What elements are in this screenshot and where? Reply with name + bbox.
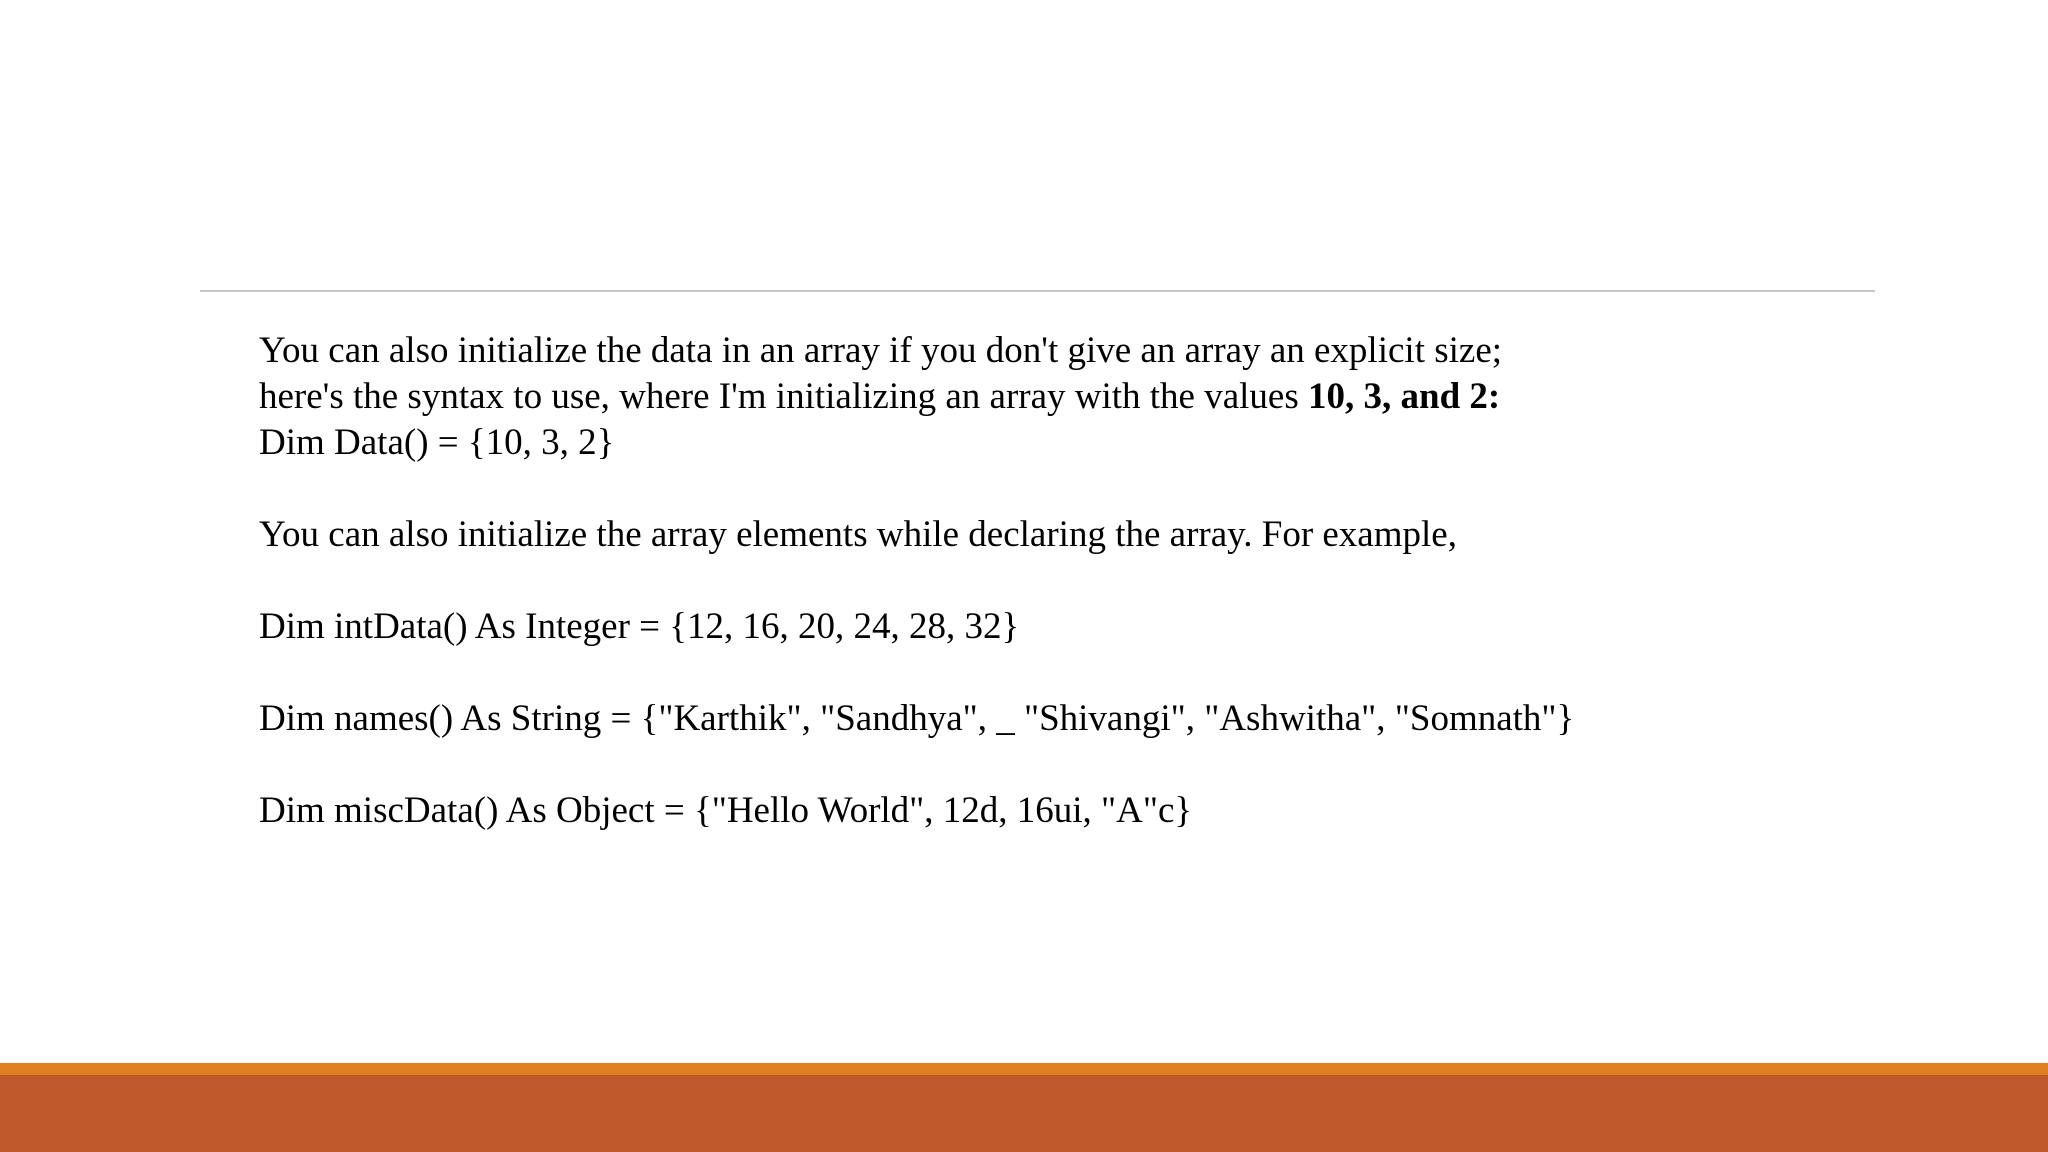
code-line-intdata: Dim intData() As Integer = {12, 16, 20, 24, 28, 32} (259, 606, 1020, 647)
spacer (259, 466, 1909, 512)
spacer (259, 742, 1909, 788)
paragraph-2: You can also initialize the array elements while declaring the array. For example, (259, 514, 1457, 555)
footer-bar (0, 1075, 2048, 1152)
footer-accent-stripe (0, 1063, 2048, 1075)
intro-line-1: You can also initialize the data in an array if you don't give an array an explicit size; (259, 330, 1503, 371)
code-line-miscdata: Dim miscData() As Object = {"Hello World", 12d, 16ui, "A"c} (259, 790, 1193, 831)
spacer (259, 558, 1909, 604)
code-line-data: Dim Data() = {10, 3, 2} (259, 422, 615, 463)
intro-line-2-bold-values: 10, 3, and 2: (1308, 376, 1501, 417)
slide-body (259, 328, 1909, 834)
intro-line-2 (259, 374, 1909, 420)
code-line-names: Dim names() As String = {"Karthik", "Sandhya", _ "Shivangi", "Ashwitha", "Somnath"} (259, 698, 1575, 739)
title-divider (200, 290, 1875, 292)
intro-line-2-text: here's the syntax to use, where I'm initializing an array with the values (259, 376, 1309, 417)
spacer (259, 650, 1909, 696)
